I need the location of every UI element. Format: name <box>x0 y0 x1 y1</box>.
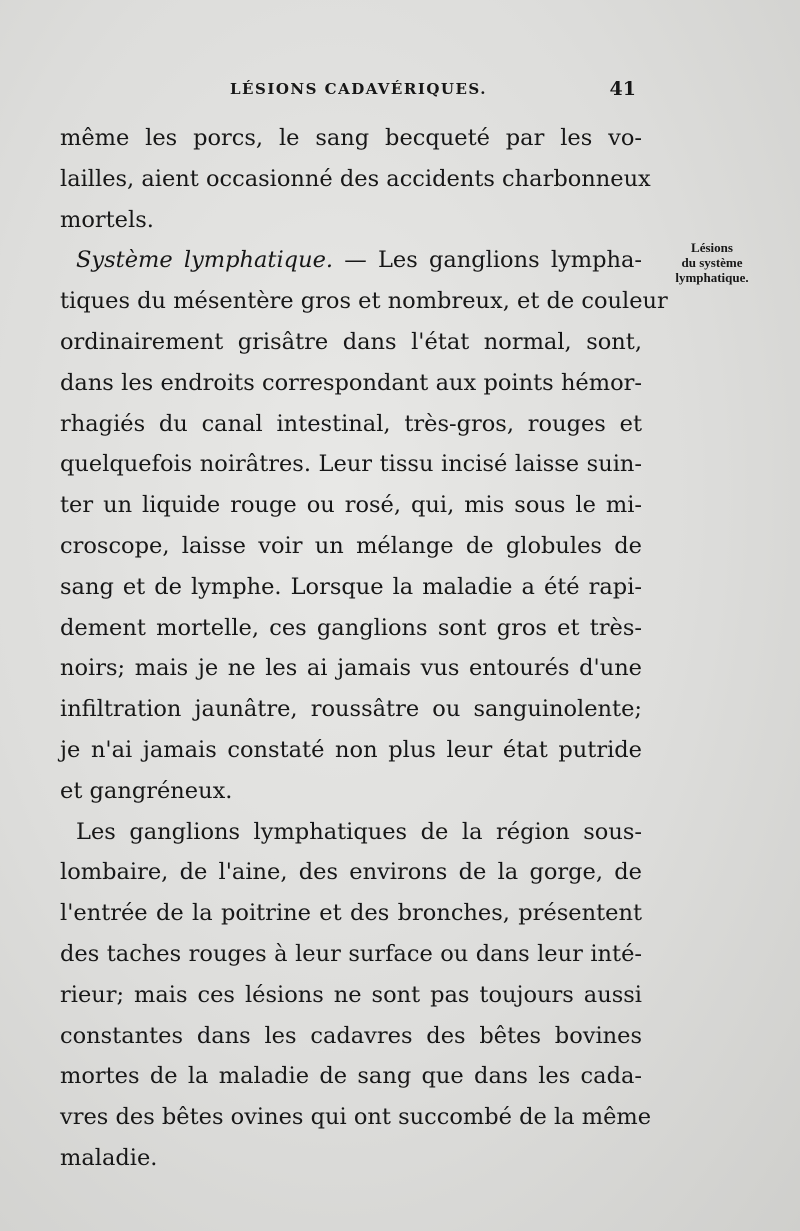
text-line: sang et de lymphe. Lorsque la maladie a été rapi- <box>60 573 642 600</box>
text-line: ter un liquide rouge ou rosé, qui, mis sous le mi- <box>60 492 642 519</box>
text-line: dement mortelle, ces ganglions sont gros et très- <box>60 614 642 641</box>
text-line: maladie. <box>60 1144 158 1171</box>
text-line: croscope, laisse voir un mélange de globules de <box>60 532 642 559</box>
text-line: même les porcs, le sang becqueté par les vo- <box>60 125 642 151</box>
text-line: l'entrée de la poitrine et des bronches, présentent <box>60 900 642 927</box>
text-line: lailles, aient occasionné des accidents charbonneux <box>60 165 651 192</box>
text-line: tiques du mésentère gros et nombreux, et de couleur <box>60 288 668 315</box>
text-line: Les ganglions lymphatiques de la région sous- <box>76 818 642 845</box>
margin-note <box>652 240 772 285</box>
text-line: rhagiés du canal intestinal, très-gros, rouges et <box>60 410 642 437</box>
body-text <box>60 118 668 1179</box>
section-heading-rest: — Les ganglions lympha- <box>344 247 643 274</box>
text-line: rieur; mais ces lésions ne sont pas toujours aussi <box>60 981 642 1008</box>
section-heading: Système lymphatique. <box>76 247 334 274</box>
text-line: ordinairement grisâtre dans l'état normal, sont, <box>60 328 642 355</box>
page-number: 41 <box>609 78 636 100</box>
text-line: vres des bêtes ovines qui ont succombé de la même <box>60 1104 652 1131</box>
running-title: LÉSIONS CADAVÉRIQUES. <box>230 80 487 98</box>
text-line: noirs; mais je ne les ai jamais vus entourés d'une <box>60 655 642 682</box>
text-line: et gangréneux. <box>60 777 233 804</box>
page-header <box>60 78 636 104</box>
margin-note-line: du système <box>681 255 743 270</box>
section-heading-line <box>60 240 642 281</box>
text-line: mortels. <box>60 206 154 233</box>
text-line: mortes de la maladie de sang que dans les cada- <box>60 1063 642 1090</box>
margin-note-line: lymphatique. <box>675 270 749 285</box>
text-line: constantes dans les cadavres des bêtes bovines <box>60 1022 642 1049</box>
text-line: lombaire, de l'aine, des environs de la gorge, de <box>60 859 642 886</box>
text-line: quelquefois noirâtres. Leur tissu incisé laisse suin- <box>60 451 642 478</box>
text-line: je n'ai jamais constaté non plus leur état putride <box>60 736 642 763</box>
text-line: dans les endroits correspondant aux points hémor- <box>60 369 642 396</box>
text-line: des taches rouges à leur surface ou dans leur inté- <box>60 940 642 967</box>
margin-note-line: Lésions <box>691 240 733 255</box>
text-line: infiltration jaunâtre, roussâtre ou sanguinolente; <box>60 696 642 723</box>
